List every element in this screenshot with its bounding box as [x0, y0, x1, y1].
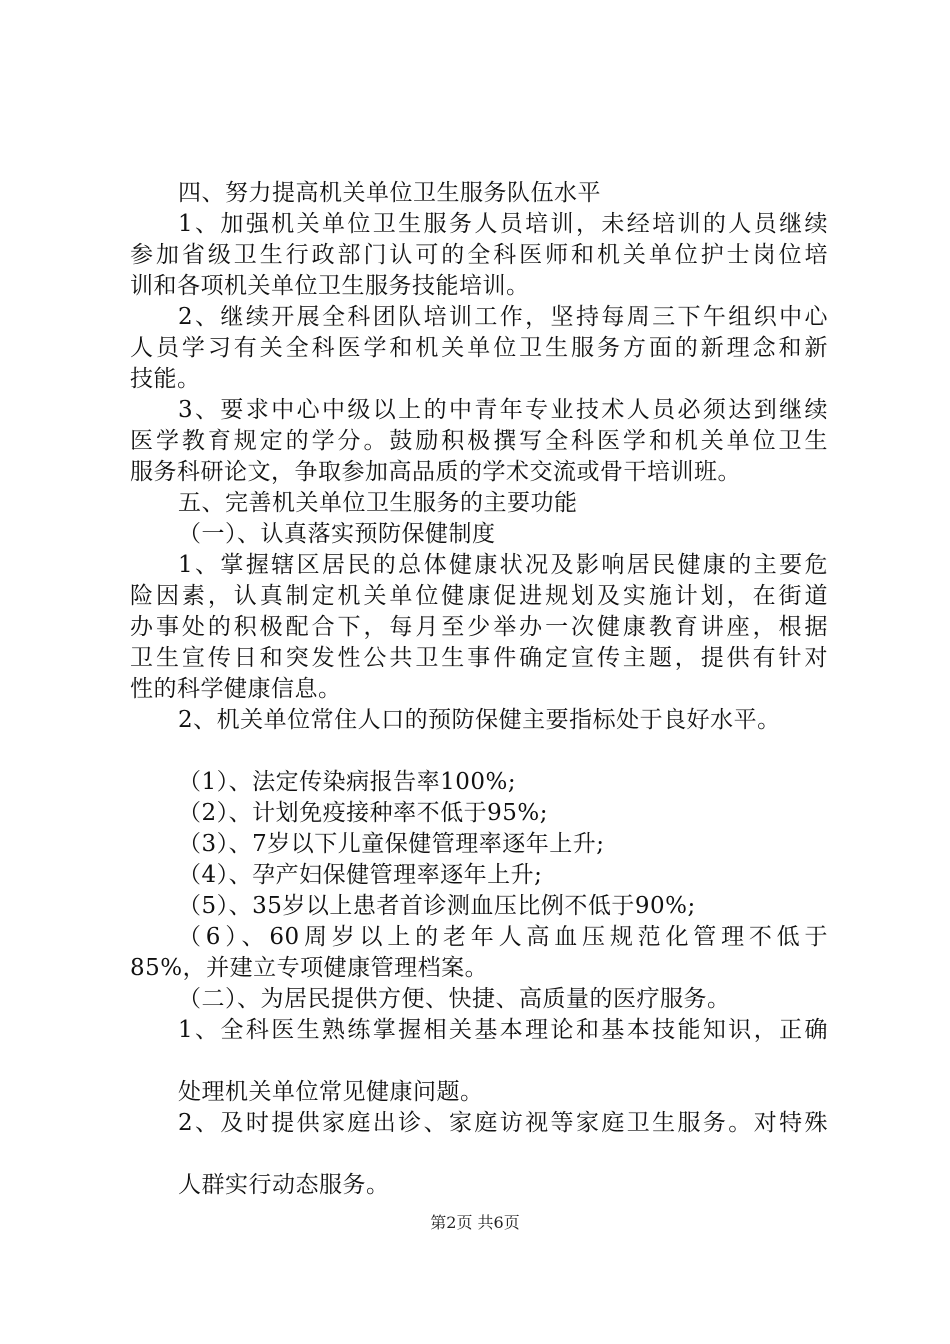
list-item-continued: 85%，并建立专项健康管理档案。	[130, 955, 489, 981]
paragraph-line: 人员学习有关全科医学和机关单位卫生服务方面的新理念和新	[130, 335, 828, 361]
section-heading-5: 五、完善机关单位卫生服务的主要功能	[178, 490, 578, 516]
paragraph-line: 1、全科医生熟练掌握相关基本理论和基本技能知识，正确	[178, 1017, 828, 1043]
list-item: （2）、计划免疫接种率不低于95%;	[178, 800, 549, 826]
section-heading-4: 四、努力提高机关单位卫生服务队伍水平	[178, 180, 601, 206]
list-item: （6）、60周岁以上的老年人高血压规范化管理不低于	[178, 924, 828, 950]
paragraph-line: 医学教育规定的学分。鼓励积极撰写全科医学和机关单位卫生	[130, 428, 828, 454]
subsection-heading-2: （二）、为居民提供方便、快捷、高质量的医疗服务。	[178, 986, 731, 1012]
paragraph-line: 服务科研论文，争取参加高品质的学术交流或骨干培训班。	[130, 459, 741, 485]
paragraph-line: 训和各项机关单位卫生服务技能培训。	[130, 273, 530, 299]
paragraph-line: 2、机关单位常住人口的预防保健主要指标处于良好水平。	[178, 707, 781, 733]
page-footer: 第2页 共6页	[430, 1213, 520, 1232]
list-item: （4）、孕产妇保健管理率逐年上升;	[178, 862, 543, 888]
paragraph-line: 2、继续开展全科团队培训工作，坚持每周三下午组织中心	[178, 304, 828, 330]
subsection-heading-1: （一）、认真落实预防保健制度	[178, 521, 496, 547]
list-item: （5）、35岁以上患者首诊测血压比例不低于90%;	[178, 893, 696, 919]
paragraph-line: 处理机关单位常见健康问题。	[178, 1079, 484, 1105]
paragraph-line: 3、要求中心中级以上的中青年专业技术人员必须达到继续	[178, 397, 828, 423]
list-item: （1）、法定传染病报告率100%;	[178, 769, 517, 795]
paragraph-line: 卫生宣传日和突发性公共卫生事件确定宣传主题，提供有针对	[130, 645, 828, 671]
paragraph-line: 办事处的积极配合下，每月至少举办一次健康教育讲座，根据	[130, 614, 828, 640]
paragraph-line: 人群实行动态服务。	[178, 1172, 390, 1198]
paragraph-line: 参加省级卫生行政部门认可的全科医师和机关单位护士岗位培	[130, 242, 828, 268]
paragraph-line: 性的科学健康信息。	[130, 676, 342, 702]
paragraph-line: 1、掌握辖区居民的总体健康状况及影响居民健康的主要危	[178, 552, 828, 578]
paragraph-line: 2、及时提供家庭出诊、家庭访视等家庭卫生服务。对特殊	[178, 1110, 828, 1136]
paragraph-line: 险因素，认真制定机关单位健康促进规划及实施计划，在街道	[130, 583, 828, 609]
list-item: （3）、7岁以下儿童保健管理率逐年上升;	[178, 831, 605, 857]
paragraph-line: 1、加强机关单位卫生服务人员培训，未经培训的人员继续	[178, 211, 828, 237]
paragraph-line: 技能。	[130, 366, 201, 392]
